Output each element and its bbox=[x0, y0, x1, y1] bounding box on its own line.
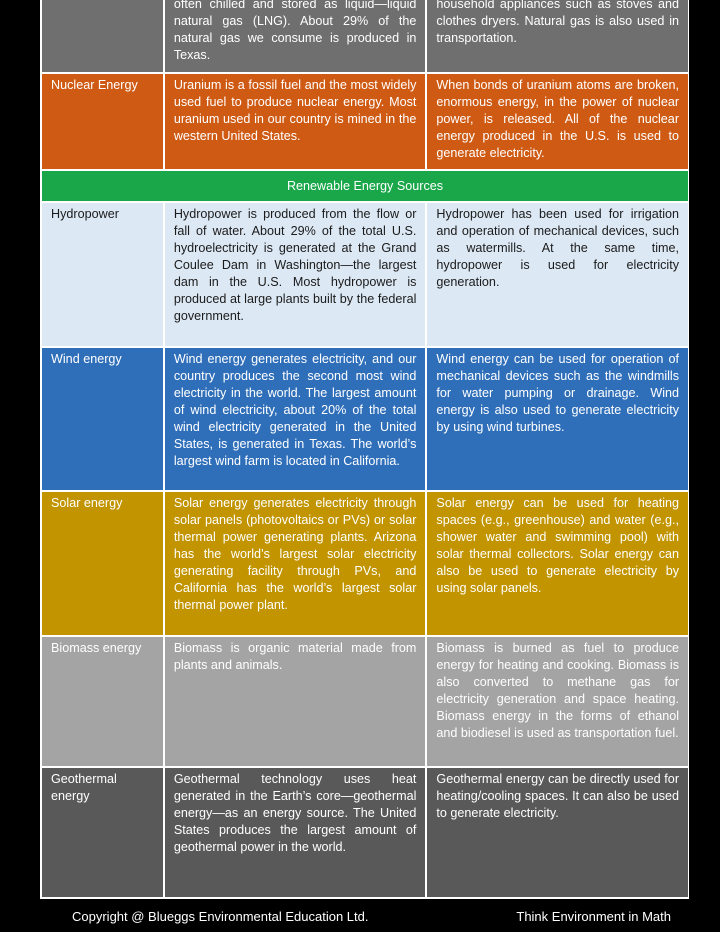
row-source-text: often chilled and stored as liquid—liquid natural gas (LNG). About 29% of the natural gas we consume is produced in Texas. bbox=[163, 0, 426, 72]
row-name: Solar energy bbox=[51, 496, 123, 510]
table-row-biomass bbox=[42, 637, 688, 768]
row-source-text: Uranium is a fossil fuel and the most widely used fuel to produce nuclear energy. Most uranium used in our country is mined in the western United States. bbox=[163, 74, 426, 169]
row-use-text: When bonds of uranium atoms are broken, enormous energy, in the power of nuclear power, is released. All of the nuclear energy produced in the U.S. is used to generate electricity. bbox=[425, 74, 688, 169]
energy-sources-table bbox=[40, 0, 689, 899]
footer bbox=[0, 909, 720, 929]
table-row-natural-gas bbox=[42, 0, 688, 74]
copyright-text: Copyright @ Blueggs Environmental Education Ltd. bbox=[72, 909, 369, 924]
table-row-hydropower bbox=[42, 203, 688, 348]
row-name bbox=[42, 0, 163, 72]
row-use-text: Geothermal energy can be directly used for heating/cooling spaces. It can also be used to generate electricity. bbox=[425, 768, 688, 897]
row-use-text: Solar energy can be used for heating spaces (e.g., greenhouse) and water (e.g., shower water and swimming pool) with solar thermal collectors. Solar energy can also be used to generate electricity by using solar panels. bbox=[425, 492, 688, 635]
row-use-text: Hydropower has been used for irrigation and operation of mechanical devices, such as watermills. At the same time, hydropower is used for electricity generation. bbox=[425, 203, 688, 346]
slogan-text: Think Environment in Math bbox=[516, 909, 671, 924]
renewable-section-header: Renewable Energy Sources bbox=[42, 171, 688, 203]
row-source-text: Hydropower is produced from the flow or fall of water. About 29% of the total U.S. hydroelectricity is generated at the Grand Coulee Dam in Washington—the largest dam in the U.S. Most hydropower is produced at large plants built by the federal government. bbox=[163, 203, 426, 346]
row-source-text: Solar energy generates electricity through solar panels (photovoltaics or PVs) or solar thermal power generating plants. Arizona has the world’s largest solar electricity generating facility through PVs, and California has the world’s largest solar thermal power plant. bbox=[163, 492, 426, 635]
row-source-text: Geothermal technology uses heat generated in the Earth’s core—geothermal energy—as an energy source. The United States produces the largest amount of geothermal power in the world. bbox=[163, 768, 426, 897]
table-row-wind bbox=[42, 348, 688, 492]
row-name: Hydropower bbox=[51, 207, 119, 221]
row-use-text: household appliances such as stoves and clothes dryers. Natural gas is also used in transportation. bbox=[425, 0, 688, 72]
row-source-text: Biomass is organic material made from plants and animals. bbox=[163, 637, 426, 766]
row-name: Nuclear Energy bbox=[51, 78, 138, 92]
row-use-text: Wind energy can be used for operation of mechanical devices such as the windmills for water pumping or drainage. Wind energy is also used to generate electricity by using wind turbines. bbox=[425, 348, 688, 490]
row-name: Geothermal energy bbox=[51, 772, 117, 803]
row-use-text: Biomass is burned as fuel to produce energy for heating and cooking. Biomass is also converted to methane gas for electricity generation and space heating. Biomass energy in the forms of ethanol and biodiesel is used as transportation fuel. bbox=[425, 637, 688, 766]
table-row-nuclear bbox=[42, 74, 688, 171]
table-row-geothermal bbox=[42, 768, 688, 899]
row-name: Biomass energy bbox=[51, 641, 142, 655]
table-row-solar bbox=[42, 492, 688, 637]
row-source-text: Wind energy generates electricity, and our country produces the second most wind electricity in the world. The largest amount of wind electricity, about 20% of the total wind electricity generated in the United States, is generated in Texas. The world’s largest wind farm is located in California. bbox=[163, 348, 426, 490]
row-name: Wind energy bbox=[51, 352, 122, 366]
